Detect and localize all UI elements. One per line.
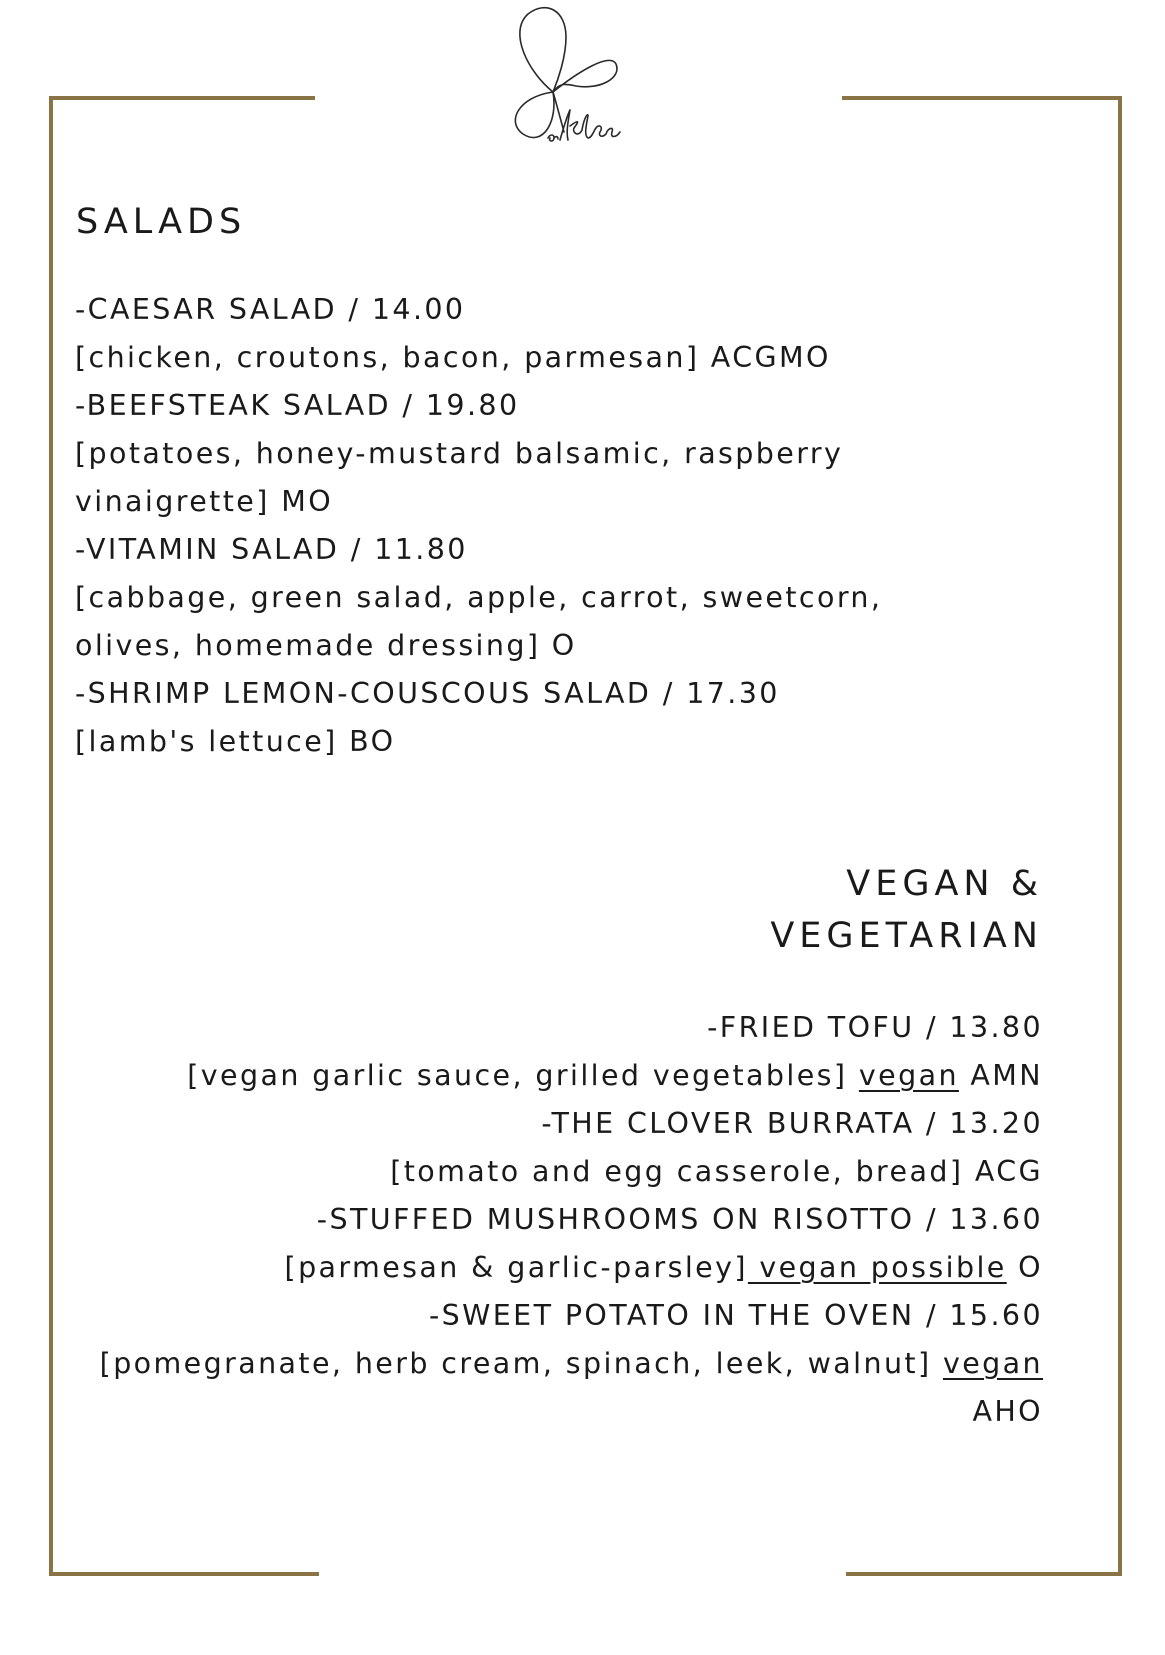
- frame-top-left: [49, 96, 315, 100]
- menu-item-description: [43, 1052, 1043, 1100]
- menu-item-description: [43, 1244, 1043, 1292]
- frame-bottom-right: [846, 1572, 1122, 1576]
- salads-title: SALADS: [76, 202, 247, 242]
- vegan-title-line2: VEGETARIAN: [770, 916, 1043, 956]
- allergens: O: [1006, 1251, 1043, 1284]
- butterfly-signature-logo: [508, 2, 638, 152]
- menu-item-description: olives, homemade dressing] O: [75, 629, 577, 662]
- menu-item-name: -SHRIMP LEMON-COUSCOUS SALAD / 17.30: [75, 677, 780, 710]
- frame-right: [1118, 96, 1122, 1576]
- vegan-menu: [43, 1004, 1043, 1436]
- menu-item-name: -THE CLOVER BURRATA / 13.20: [541, 1107, 1043, 1140]
- menu-item-description: vinaigrette] MO: [75, 485, 334, 518]
- menu-item-name: -STUFFED MUSHROOMS ON RISOTTO / 13.60: [316, 1203, 1043, 1236]
- menu-item-description: [chicken, croutons, bacon, parmesan] ACGMO: [75, 341, 831, 374]
- menu-item-description: [43, 1340, 1043, 1388]
- menu-item-name: -SWEET POTATO IN THE OVEN / 15.60: [429, 1299, 1043, 1332]
- vegan-possible-tag: vegan possible: [747, 1251, 1007, 1284]
- vegan-tag: vegan: [942, 1347, 1043, 1380]
- menu-item-description: [lamb's lettuce] BO: [75, 725, 396, 758]
- menu-item-name: -VITAMIN SALAD / 11.80: [75, 533, 468, 566]
- menu-item-description: [potatoes, honey-mustard balsamic, raspberry: [75, 437, 844, 470]
- vegan-title-line1: VEGAN &: [846, 864, 1043, 904]
- vegan-tag: vegan: [858, 1059, 959, 1092]
- salads-menu: [75, 286, 1055, 766]
- menu-item-description: [cabbage, green salad, apple, carrot, sweetcorn,: [75, 581, 883, 614]
- menu-item-description: [tomato and egg casserole, bread] ACG: [390, 1155, 1043, 1188]
- menu-item-name: -FRIED TOFU / 13.80: [707, 1011, 1043, 1044]
- description-text: [pomegranate, herb cream, spinach, leek, walnut]: [99, 1347, 943, 1380]
- vegan-vegetarian-title: [643, 858, 1043, 962]
- description-text: [vegan garlic sauce, grilled vegetables]: [187, 1059, 859, 1092]
- frame-bottom-left: [49, 1572, 319, 1576]
- allergens: AHO: [972, 1395, 1043, 1428]
- allergens: AMN: [958, 1059, 1043, 1092]
- menu-item-name: -CAESAR SALAD / 14.00: [75, 293, 466, 326]
- description-text: [parmesan & garlic-parsley]: [284, 1251, 748, 1284]
- menu-item-name: -BEEFSTEAK SALAD / 19.80: [75, 389, 520, 422]
- frame-top-right: [842, 96, 1122, 100]
